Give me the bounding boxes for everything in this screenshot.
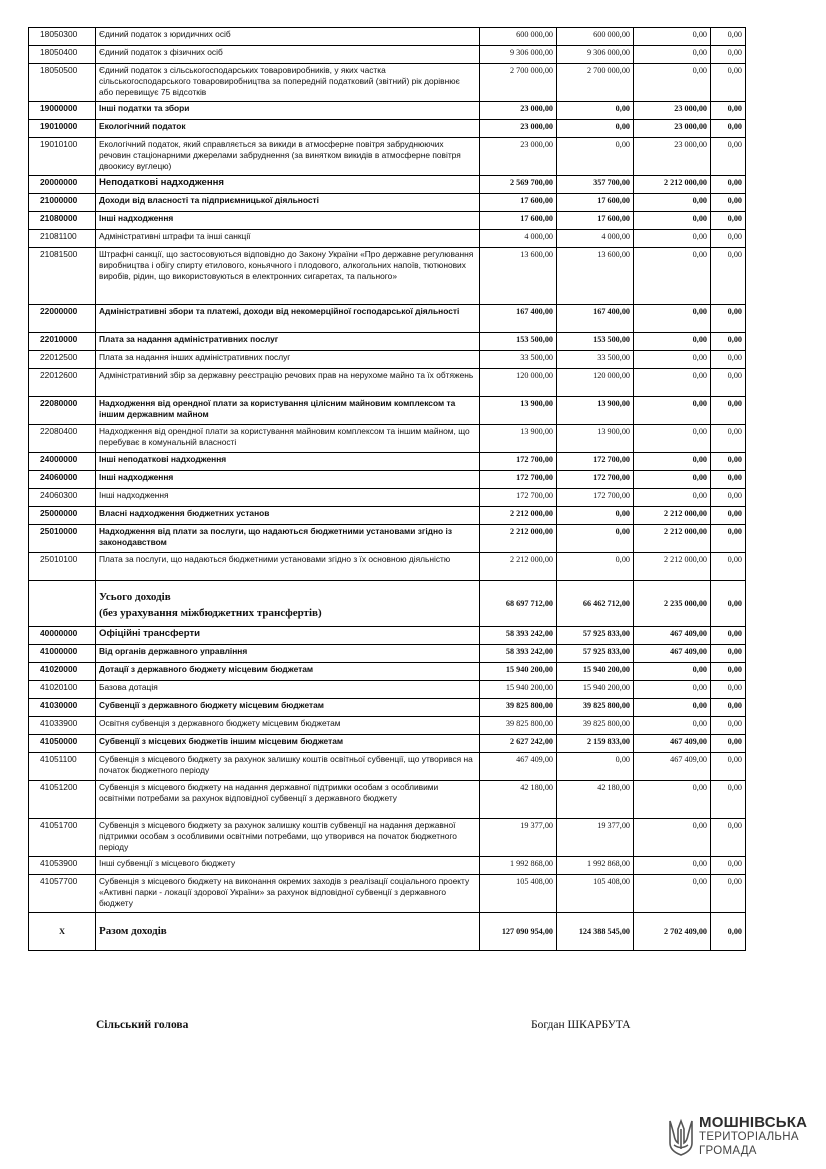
row-code: 18050500 bbox=[29, 64, 96, 102]
row-general-fund: 13 900,00 bbox=[557, 425, 634, 453]
row-name: Офіційні трансферти bbox=[96, 627, 480, 645]
signature-title: Сільський голова bbox=[96, 1019, 189, 1031]
row-general-fund: 124 388 545,00 bbox=[557, 913, 634, 951]
row-special-fund: 2 235 000,00 bbox=[634, 581, 711, 627]
row-development-budget: 0,00 bbox=[711, 857, 746, 875]
row-name: Інші надходження bbox=[96, 471, 480, 489]
table-row bbox=[29, 248, 746, 305]
row-name: Єдиний податок з фізичних осіб bbox=[96, 46, 480, 64]
row-general-fund: 19 377,00 bbox=[557, 819, 634, 857]
row-special-fund: 0,00 bbox=[634, 46, 711, 64]
row-general-fund: 172 700,00 bbox=[557, 489, 634, 507]
row-total: 2 569 700,00 bbox=[480, 176, 557, 194]
row-name: Інші надходження bbox=[96, 212, 480, 230]
row-name: Неподаткові надходження bbox=[96, 176, 480, 194]
row-general-fund: 15 940 200,00 bbox=[557, 681, 634, 699]
row-name: Інші надходження bbox=[96, 489, 480, 507]
row-development-budget: 0,00 bbox=[711, 699, 746, 717]
row-special-fund: 2 212 000,00 bbox=[634, 176, 711, 194]
row-name: Надходження від орендної плати за користування цілісним майновим комплексом та іншим державним майном bbox=[96, 397, 480, 425]
row-total: 13 900,00 bbox=[480, 397, 557, 425]
row-name: Інші субвенції з місцевого бюджету bbox=[96, 857, 480, 875]
row-development-budget: 0,00 bbox=[711, 681, 746, 699]
row-special-fund: 2 212 000,00 bbox=[634, 507, 711, 525]
row-development-budget: 0,00 bbox=[711, 425, 746, 453]
table-row bbox=[29, 176, 746, 194]
row-name: Адміністративні штрафи та інші санкції bbox=[96, 230, 480, 248]
row-total: 19 377,00 bbox=[480, 819, 557, 857]
table-row bbox=[29, 194, 746, 212]
row-total: 127 090 954,00 bbox=[480, 913, 557, 951]
row-total: 4 000,00 bbox=[480, 230, 557, 248]
row-total: 23 000,00 bbox=[480, 138, 557, 176]
row-code: 40000000 bbox=[29, 627, 96, 645]
row-general-fund: 0,00 bbox=[557, 120, 634, 138]
row-development-budget: 0,00 bbox=[711, 627, 746, 645]
row-general-fund: 2 159 833,00 bbox=[557, 735, 634, 753]
row-special-fund: 0,00 bbox=[634, 699, 711, 717]
row-general-fund: 17 600,00 bbox=[557, 194, 634, 212]
row-development-budget: 0,00 bbox=[711, 46, 746, 64]
revenue-table-body bbox=[29, 28, 746, 951]
signature-name: Богдан ШКАРБУТА bbox=[531, 1019, 631, 1031]
row-code: 22080000 bbox=[29, 397, 96, 425]
row-special-fund: 0,00 bbox=[634, 369, 711, 397]
row-special-fund: 2 212 000,00 bbox=[634, 525, 711, 553]
row-total: 2 700 000,00 bbox=[480, 64, 557, 102]
row-development-budget: 0,00 bbox=[711, 453, 746, 471]
table-row bbox=[29, 663, 746, 681]
row-general-fund: 167 400,00 bbox=[557, 305, 634, 333]
row-name: Базова дотація bbox=[96, 681, 480, 699]
row-name: Субвенція з місцевого бюджету на надання державної підтримки особам з особливими освітніми потребами за рахунок відповідної субвенції з державного бюджету bbox=[96, 781, 480, 819]
subtotal-label-line: Усього доходів bbox=[99, 591, 171, 603]
row-special-fund: 0,00 bbox=[634, 781, 711, 819]
row-code: 25010100 bbox=[29, 553, 96, 581]
row-code: 22080400 bbox=[29, 425, 96, 453]
row-code: 25000000 bbox=[29, 507, 96, 525]
row-development-budget: 0,00 bbox=[711, 369, 746, 397]
row-total: 17 600,00 bbox=[480, 212, 557, 230]
row-development-budget: 0,00 bbox=[711, 581, 746, 627]
row-total: 172 700,00 bbox=[480, 453, 557, 471]
row-name: Інші неподаткові надходження bbox=[96, 453, 480, 471]
row-code: 21080000 bbox=[29, 212, 96, 230]
row-code: 25010000 bbox=[29, 525, 96, 553]
row-general-fund: 105 408,00 bbox=[557, 875, 634, 913]
table-row bbox=[29, 753, 746, 781]
row-total: 172 700,00 bbox=[480, 471, 557, 489]
row-name: Плата за надання адміністративних послуг bbox=[96, 333, 480, 351]
row-general-fund: 0,00 bbox=[557, 553, 634, 581]
row-total: 13 600,00 bbox=[480, 248, 557, 305]
table-row bbox=[29, 138, 746, 176]
row-name: Доходи від власності та підприємницької діяльності bbox=[96, 194, 480, 212]
row-general-fund: 172 700,00 bbox=[557, 471, 634, 489]
row-development-budget: 0,00 bbox=[711, 507, 746, 525]
row-special-fund: 23 000,00 bbox=[634, 138, 711, 176]
table-row bbox=[29, 627, 746, 645]
row-code: 41030000 bbox=[29, 699, 96, 717]
row-development-budget: 0,00 bbox=[711, 64, 746, 102]
row-development-budget: 0,00 bbox=[711, 102, 746, 120]
row-general-fund: 4 000,00 bbox=[557, 230, 634, 248]
row-development-budget: 0,00 bbox=[711, 248, 746, 305]
row-code: 19000000 bbox=[29, 102, 96, 120]
row-special-fund: 23 000,00 bbox=[634, 120, 711, 138]
row-total: 172 700,00 bbox=[480, 489, 557, 507]
row-general-fund: 57 925 833,00 bbox=[557, 627, 634, 645]
row-code: 24000000 bbox=[29, 453, 96, 471]
row-name: Власні надходження бюджетних установ bbox=[96, 507, 480, 525]
logo-line-2: ТЕРИТОРІАЛЬНА bbox=[699, 1131, 799, 1143]
row-special-fund: 467 409,00 bbox=[634, 645, 711, 663]
row-special-fund: 0,00 bbox=[634, 351, 711, 369]
row-development-budget: 0,00 bbox=[711, 875, 746, 913]
row-special-fund: 0,00 bbox=[634, 489, 711, 507]
row-general-fund: 15 940 200,00 bbox=[557, 663, 634, 681]
row-general-fund: 1 992 868,00 bbox=[557, 857, 634, 875]
row-special-fund: 0,00 bbox=[634, 875, 711, 913]
row-name: Адміністративний збір за державну реєстрацію речових прав на нерухоме майно та їх обтяжень bbox=[96, 369, 480, 397]
table-row bbox=[29, 230, 746, 248]
row-development-budget: 0,00 bbox=[711, 333, 746, 351]
row-special-fund: 23 000,00 bbox=[634, 102, 711, 120]
row-general-fund: 39 825 800,00 bbox=[557, 717, 634, 735]
row-general-fund: 13 600,00 bbox=[557, 248, 634, 305]
row-development-budget: 0,00 bbox=[711, 489, 746, 507]
row-special-fund: 0,00 bbox=[634, 212, 711, 230]
row-special-fund: 0,00 bbox=[634, 194, 711, 212]
row-special-fund: 0,00 bbox=[634, 425, 711, 453]
logo-line-3: ГРОМАДА bbox=[699, 1145, 757, 1157]
table-row bbox=[29, 46, 746, 64]
row-total: 17 600,00 bbox=[480, 194, 557, 212]
trident-icon bbox=[668, 1117, 694, 1157]
table-row bbox=[29, 305, 746, 333]
row-development-budget: 0,00 bbox=[711, 645, 746, 663]
row-code: 21000000 bbox=[29, 194, 96, 212]
row-total: 39 825 800,00 bbox=[480, 699, 557, 717]
row-total: 120 000,00 bbox=[480, 369, 557, 397]
table-row bbox=[29, 489, 746, 507]
row-general-fund: 172 700,00 bbox=[557, 453, 634, 471]
row-code: 24060300 bbox=[29, 489, 96, 507]
row-development-budget: 0,00 bbox=[711, 735, 746, 753]
row-development-budget: 0,00 bbox=[711, 553, 746, 581]
row-code: 41020000 bbox=[29, 663, 96, 681]
row-special-fund: 0,00 bbox=[634, 819, 711, 857]
row-name: Єдиний податок з юридичних осіб bbox=[96, 28, 480, 46]
row-name: Від органів державного управління bbox=[96, 645, 480, 663]
table-row bbox=[29, 857, 746, 875]
row-name: Дотації з державного бюджету місцевим бюджетам bbox=[96, 663, 480, 681]
row-name: Субвенції з державного бюджету місцевим бюджетам bbox=[96, 699, 480, 717]
row-code: 22000000 bbox=[29, 305, 96, 333]
row-code: 24060000 bbox=[29, 471, 96, 489]
row-total: 2 212 000,00 bbox=[480, 525, 557, 553]
row-general-fund: 0,00 bbox=[557, 507, 634, 525]
row-name: Єдиний податок з сільськогосподарських товаровиробників, у яких частка сільськогосподарського товаровиробництва за попередній податковий (звітний) рік дорівнює або перевищує 75 відсотків bbox=[96, 64, 480, 102]
row-total: 13 900,00 bbox=[480, 425, 557, 453]
row-general-fund: 9 306 000,00 bbox=[557, 46, 634, 64]
row-special-fund: 0,00 bbox=[634, 717, 711, 735]
row-general-fund: 153 500,00 bbox=[557, 333, 634, 351]
row-development-budget: 0,00 bbox=[711, 663, 746, 681]
row-special-fund: 0,00 bbox=[634, 663, 711, 681]
row-general-fund: 0,00 bbox=[557, 525, 634, 553]
table-row bbox=[29, 425, 746, 453]
row-general-fund: 66 462 712,00 bbox=[557, 581, 634, 627]
row-total: 167 400,00 bbox=[480, 305, 557, 333]
row-total: 58 393 242,00 bbox=[480, 645, 557, 663]
row-special-fund: 0,00 bbox=[634, 28, 711, 46]
row-development-budget: 0,00 bbox=[711, 176, 746, 194]
row-special-fund: 0,00 bbox=[634, 248, 711, 305]
table-row bbox=[29, 699, 746, 717]
row-total: 23 000,00 bbox=[480, 102, 557, 120]
row-name: Надходження від орендної плати за користування майновим комплексом та іншим майном, що перебуває в комунальній власності bbox=[96, 425, 480, 453]
row-code: X bbox=[29, 913, 96, 951]
row-development-budget: 0,00 bbox=[711, 28, 746, 46]
row-special-fund: 2 702 409,00 bbox=[634, 913, 711, 951]
row-development-budget: 0,00 bbox=[711, 471, 746, 489]
row-general-fund: 33 500,00 bbox=[557, 351, 634, 369]
row-total: 153 500,00 bbox=[480, 333, 557, 351]
row-name: Адміністративні збори та платежі, доходи від некомерційної господарської діяльності bbox=[96, 305, 480, 333]
row-development-budget: 0,00 bbox=[711, 305, 746, 333]
row-general-fund: 39 825 800,00 bbox=[557, 699, 634, 717]
subtotal-label-line: (без урахування міжбюджетних трансфертів) bbox=[99, 607, 322, 619]
row-development-budget: 0,00 bbox=[711, 913, 746, 951]
table-row bbox=[29, 735, 746, 753]
row-development-budget: 0,00 bbox=[711, 351, 746, 369]
row-name: Інші податки та збори bbox=[96, 102, 480, 120]
row-name: Плата за послуги, що надаються бюджетними установами згідно з їх основною діяльністю bbox=[96, 553, 480, 581]
table-row bbox=[29, 102, 746, 120]
row-name: Субвенція з місцевого бюджету на виконання окремих заходів з реалізації соціального проекту «Активні парки - локації здорової України» за рахунок відповідної субвенції з державного бюджету bbox=[96, 875, 480, 913]
row-total: 39 825 800,00 bbox=[480, 717, 557, 735]
row-code: 22012500 bbox=[29, 351, 96, 369]
row-name: Субвенція з місцевого бюджету за рахунок залишку коштів освітньої субвенції, що утворився на початок бюджетного періоду bbox=[96, 753, 480, 781]
row-code: 41050000 bbox=[29, 735, 96, 753]
row-code: 41053900 bbox=[29, 857, 96, 875]
table-row bbox=[29, 397, 746, 425]
row-total: 9 306 000,00 bbox=[480, 46, 557, 64]
row-development-budget: 0,00 bbox=[711, 212, 746, 230]
row-name: Субвенції з місцевих бюджетів іншим місцевим бюджетам bbox=[96, 735, 480, 753]
row-special-fund: 0,00 bbox=[634, 681, 711, 699]
row-total: 600 000,00 bbox=[480, 28, 557, 46]
row-special-fund: 0,00 bbox=[634, 857, 711, 875]
row-name: Освітня субвенція з державного бюджету місцевим бюджетам bbox=[96, 717, 480, 735]
row-code: 41033900 bbox=[29, 717, 96, 735]
row-development-budget: 0,00 bbox=[711, 525, 746, 553]
row-general-fund: 17 600,00 bbox=[557, 212, 634, 230]
table-row bbox=[29, 471, 746, 489]
row-name: Екологічний податок bbox=[96, 120, 480, 138]
row-total: 2 212 000,00 bbox=[480, 553, 557, 581]
row-special-fund: 467 409,00 bbox=[634, 753, 711, 781]
row-special-fund: 0,00 bbox=[634, 305, 711, 333]
row-development-budget: 0,00 bbox=[711, 230, 746, 248]
row-special-fund: 0,00 bbox=[634, 64, 711, 102]
row-code: 18050300 bbox=[29, 28, 96, 46]
row-code: 41000000 bbox=[29, 645, 96, 663]
community-logo bbox=[668, 1114, 808, 1160]
row-name: Субвенція з місцевого бюджету за рахунок залишку коштів субвенції на надання державної підтримки особам з особливими освітніми потребами, що утворився на початок бюджетного періоду bbox=[96, 819, 480, 857]
table-row bbox=[29, 781, 746, 819]
row-code: 41051100 bbox=[29, 753, 96, 781]
row-code: 41051700 bbox=[29, 819, 96, 857]
table-row bbox=[29, 507, 746, 525]
table-row bbox=[29, 553, 746, 581]
row-general-fund: 357 700,00 bbox=[557, 176, 634, 194]
row-name bbox=[96, 581, 480, 627]
row-total: 2 627 242,00 bbox=[480, 735, 557, 753]
table-row bbox=[29, 913, 746, 951]
row-special-fund: 467 409,00 bbox=[634, 735, 711, 753]
table-row bbox=[29, 351, 746, 369]
row-code bbox=[29, 581, 96, 627]
table-row bbox=[29, 581, 746, 627]
table-row bbox=[29, 819, 746, 857]
row-general-fund: 0,00 bbox=[557, 102, 634, 120]
table-row bbox=[29, 717, 746, 735]
row-code: 22010000 bbox=[29, 333, 96, 351]
row-name: Разом доходів bbox=[96, 913, 480, 951]
row-total: 58 393 242,00 bbox=[480, 627, 557, 645]
row-general-fund: 57 925 833,00 bbox=[557, 645, 634, 663]
row-total: 15 940 200,00 bbox=[480, 663, 557, 681]
row-special-fund: 0,00 bbox=[634, 333, 711, 351]
row-special-fund: 0,00 bbox=[634, 453, 711, 471]
table-row bbox=[29, 453, 746, 471]
row-code: 18050400 bbox=[29, 46, 96, 64]
row-development-budget: 0,00 bbox=[711, 138, 746, 176]
row-development-budget: 0,00 bbox=[711, 819, 746, 857]
row-general-fund: 0,00 bbox=[557, 753, 634, 781]
row-total: 2 212 000,00 bbox=[480, 507, 557, 525]
table-row bbox=[29, 681, 746, 699]
table-row bbox=[29, 645, 746, 663]
table-row bbox=[29, 212, 746, 230]
row-general-fund: 42 180,00 bbox=[557, 781, 634, 819]
row-code: 19010100 bbox=[29, 138, 96, 176]
row-general-fund: 13 900,00 bbox=[557, 397, 634, 425]
row-code: 22012600 bbox=[29, 369, 96, 397]
row-code: 19010000 bbox=[29, 120, 96, 138]
row-general-fund: 120 000,00 bbox=[557, 369, 634, 397]
table-row bbox=[29, 369, 746, 397]
row-special-fund: 2 212 000,00 bbox=[634, 553, 711, 581]
table-row bbox=[29, 28, 746, 46]
row-special-fund: 0,00 bbox=[634, 471, 711, 489]
row-development-budget: 0,00 bbox=[711, 194, 746, 212]
row-code: 20000000 bbox=[29, 176, 96, 194]
row-total: 467 409,00 bbox=[480, 753, 557, 781]
logo-line-1: МОШНІВСЬКА bbox=[699, 1114, 808, 1131]
row-development-budget: 0,00 bbox=[711, 120, 746, 138]
row-total: 33 500,00 bbox=[480, 351, 557, 369]
row-general-fund: 2 700 000,00 bbox=[557, 64, 634, 102]
table-row bbox=[29, 333, 746, 351]
row-total: 68 697 712,00 bbox=[480, 581, 557, 627]
table-row bbox=[29, 525, 746, 553]
row-total: 15 940 200,00 bbox=[480, 681, 557, 699]
row-name: Екологічний податок, який справляється за викиди в атмосферне повітря забруднюючих речовин стаціонарними джерелами забруднення (за винятком викидів в атмосферне повітря двоокису вуглецю) bbox=[96, 138, 480, 176]
row-development-budget: 0,00 bbox=[711, 753, 746, 781]
row-total: 1 992 868,00 bbox=[480, 857, 557, 875]
row-total: 23 000,00 bbox=[480, 120, 557, 138]
row-code: 21081500 bbox=[29, 248, 96, 305]
row-development-budget: 0,00 bbox=[711, 717, 746, 735]
row-name: Штрафні санкції, що застосовуються відповідно до Закону України «Про державне регулювання виробництва і обігу спирту етилового, коньячного і плодового, алкогольних напоїв, тютюнових виробів, рідин, що використовуються в електронних сигаретах, та пального» bbox=[96, 248, 480, 305]
row-code: 41051200 bbox=[29, 781, 96, 819]
row-development-budget: 0,00 bbox=[711, 781, 746, 819]
row-special-fund: 0,00 bbox=[634, 230, 711, 248]
row-total: 42 180,00 bbox=[480, 781, 557, 819]
row-code: 21081100 bbox=[29, 230, 96, 248]
revenue-table bbox=[28, 27, 746, 951]
row-special-fund: 467 409,00 bbox=[634, 627, 711, 645]
row-general-fund: 0,00 bbox=[557, 138, 634, 176]
row-general-fund: 600 000,00 bbox=[557, 28, 634, 46]
row-development-budget: 0,00 bbox=[711, 397, 746, 425]
row-total: 105 408,00 bbox=[480, 875, 557, 913]
table-row bbox=[29, 875, 746, 913]
row-code: 41020100 bbox=[29, 681, 96, 699]
row-name: Надходження від плати за послуги, що надаються бюджетними установами згідно із законодавством bbox=[96, 525, 480, 553]
row-special-fund: 0,00 bbox=[634, 397, 711, 425]
row-code: 41057700 bbox=[29, 875, 96, 913]
table-row bbox=[29, 120, 746, 138]
table-row bbox=[29, 64, 746, 102]
row-name: Плата за надання інших адміністративних послуг bbox=[96, 351, 480, 369]
